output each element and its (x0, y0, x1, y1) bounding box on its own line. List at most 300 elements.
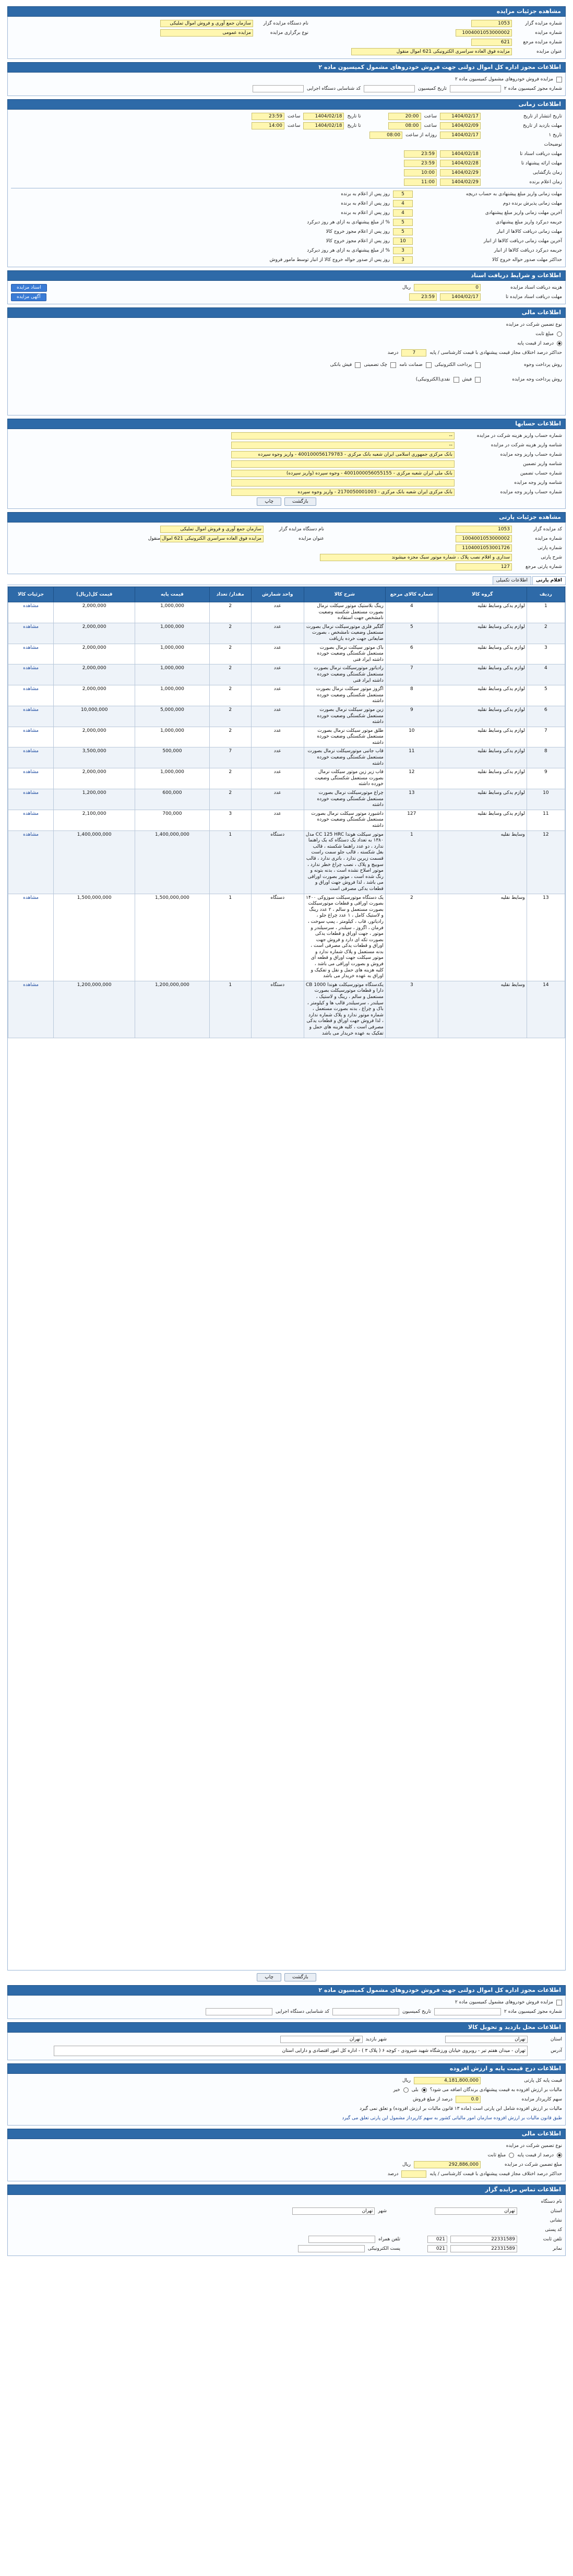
date-label: تاریخ ۱ (548, 133, 562, 138)
doc-deadline-label: مهلت دریافت اسناد مزایده تا (506, 294, 562, 300)
item-detail-link[interactable]: مشاهده (23, 790, 39, 796)
winner-label: زمان اعلام برنده (529, 180, 562, 185)
item-description: داشبورد موتور سیکلت نرمال بصورت مستعمل شکستگی وضعیت خورده داشته (304, 810, 385, 830)
rule-label: جریمه دیرکرد واریز مبلغ پیشنهادی (495, 220, 562, 225)
offer-deadline-time: 23:59 (404, 160, 437, 167)
item-total-price: 1,500,000,000 (54, 894, 135, 981)
item-detail-link[interactable]: مشاهده (23, 811, 39, 816)
pay-electronic-checkbox[interactable] (475, 362, 481, 368)
item-group: لوازم یدکی وسایط نقلیه (438, 685, 527, 706)
auction-details-panel (7, 17, 566, 59)
postal-code-label: کد پستی (545, 2227, 562, 2233)
party-title-field: مزایده فوق العاده سراسری الکترونیکی 621 اموال منقول (160, 535, 264, 542)
item-qty: 2 (209, 768, 251, 789)
visit-to-time-label: ساعت (287, 123, 301, 128)
phone-label: تلفن ثابت (543, 2237, 562, 2242)
item-base-price: 1,400,000,000 (135, 830, 209, 894)
guarantee-percent-radio[interactable] (557, 341, 562, 346)
base-price-unit: ریال (402, 2078, 411, 2083)
address-field: تهران - میدان هفتم تیر - روبروی خیابان ورزشگاه شهید شیرودی - کوچه ۶ ( پلاک ۳ ) - اداره کل امور اقتصادی و دارایی استان (54, 2046, 528, 2056)
item-base-price: 1,000,000 (135, 685, 209, 706)
item-description: موتور سیکلت هوندا CC 125 HRC مدل ۱۳۸۰ به تعداد یک دستگاه که یک راهنما ندارد ، دو عدد راهنما شکسته ، قالب بغل شکسته ، قالب جلو سمت راست قسمت زیرین ندارد ، باتری ندارد ، قالب سوییچ و پلاک ، نصب چراغ خطر ندارد ، موتور اصلاح نشده است ، بدنه بتونه و رنگ شده است ، موتور بصورت اوراقی می باشد ، لذا فروش جهت اوراق و قطعات یدکی مصرفی است (304, 830, 385, 894)
docs-header: اطلاعات و شرایط دریافت اسناد (7, 270, 566, 281)
item-ref: 11 (385, 747, 438, 768)
item-row-number: 11 (527, 810, 565, 830)
phone-field: 22331589 (450, 2236, 517, 2243)
item-total-price: 2,000,000 (54, 664, 135, 685)
item-base-price: 1,000,000 (135, 623, 209, 644)
guarantee2-fixed-label: مبلغ ثابت (487, 2153, 506, 2158)
party-auction-no-label: کد مزایده گزار (533, 527, 562, 532)
guarantee-label: نوع تضمین شرکت در مزایده (506, 322, 562, 327)
rule-value: 10 (393, 238, 413, 245)
auction-details-header: مشاهده جزئیات مزایده (7, 6, 566, 17)
item-group: لوازم یدکی وسایط نقلیه (438, 727, 527, 747)
contact-city-label: شهر (378, 2209, 387, 2214)
item-base-price: 5,000,000 (135, 706, 209, 727)
guarantee2-fixed-radio[interactable] (509, 2153, 514, 2158)
item-description: طلق موتور سیکلت نرمال بصورت مستعمل شکستگی وضعیت خورده داشته (304, 727, 385, 747)
item-description: قاب زیر زین موتور سیکلت نرمال بصورت مستعمل شکستگی وضعیت خورده داشته (304, 768, 385, 789)
account-label: شماره حساب تضمین (520, 471, 562, 476)
permit-date-label: تاریخ کمیسیون (418, 86, 447, 91)
item-qty: 1 (209, 830, 251, 894)
item-qty: 1 (209, 981, 251, 1038)
item-ref: 127 (385, 810, 438, 830)
permit2-date-field[interactable] (332, 2008, 399, 2015)
exec-type-label: نوع برگزاری مزایده (270, 30, 308, 35)
item-row-number: 8 (527, 747, 565, 768)
party-no-field: 1104001053001726 (456, 544, 512, 552)
docs-deadline-label: مهلت دریافت اسناد تا (520, 151, 562, 157)
print-button[interactable]: چاپ (257, 497, 281, 506)
items-print-button[interactable]: چاپ (257, 1973, 281, 1981)
item-unit: دستگاه (251, 894, 304, 981)
item-qty: 2 (209, 602, 251, 623)
rule-unit: روز پس از اعلام مجوز خروج کالا (326, 229, 390, 234)
pay-electronic-label: پرداخت الکترونیکی (434, 362, 472, 367)
vat-no-radio[interactable] (403, 2087, 409, 2093)
price-electronic-label: نقدی(الکترونیکی) (415, 377, 450, 382)
col-row: ردیف (527, 587, 565, 602)
items-actions (7, 1973, 566, 1982)
rule-label: آخرین مهلت زمانی واریز مبلغ پیشنهادی (485, 210, 562, 216)
item-qty: 2 (209, 727, 251, 747)
party-title-label: عنوان مزایده (299, 536, 324, 541)
max-diff-unit: درصد (387, 350, 399, 355)
item-unit: دستگاه (251, 981, 304, 1038)
item-base-price: 700,000 (135, 810, 209, 830)
item-qty: 2 (209, 664, 251, 685)
rule-value: 4 (393, 209, 413, 217)
account-field: بانک ملی ایران شعبه مرکزی - 4001000056055155 - وجوه سپرده (واریز سپرده) (231, 470, 455, 477)
item-ref: 1 (385, 830, 438, 894)
item-row-number: 2 (527, 623, 565, 644)
item-unit: عدد (251, 623, 304, 644)
item-total-price: 2,000,000 (54, 602, 135, 623)
winner-time: 11:00 (404, 179, 437, 186)
col-total-price: قیمت کل(ریال) (54, 587, 135, 602)
vat-yes-radio[interactable] (422, 2087, 427, 2093)
notes-label: توضیحات (544, 142, 562, 147)
item-row-number: 14 (527, 981, 565, 1038)
table-row (8, 747, 565, 768)
item-total-price: 10,000,000 (54, 706, 135, 727)
table-row (8, 623, 565, 644)
item-group: لوازم یدکی وسایط نقلیه (438, 664, 527, 685)
permit2-date-label: تاریخ کمیسیون (402, 2009, 432, 2014)
table-row (8, 664, 565, 685)
pricing-panel (7, 2074, 566, 2126)
item-description: قاب جانبی موتورسیکلت نرمال بصورت مستعمل شکستگی وضعیت خورده داشته (304, 747, 385, 768)
item-group: لوازم یدکی وسایط نقلیه (438, 810, 527, 830)
publish-to-time: 23:59 (252, 113, 284, 120)
rule-value: 5 (393, 191, 413, 198)
item-base-price: 1,500,000,000 (135, 894, 209, 981)
item-details-cell (8, 685, 54, 706)
item-details-cell (8, 602, 54, 623)
guarantee2-percent-radio[interactable] (557, 2153, 562, 2158)
item-ref: 4 (385, 602, 438, 623)
permit2-org-field[interactable] (206, 2008, 272, 2015)
visit-to-label: تا تاریخ (347, 123, 361, 128)
permit2-question: مزایده فروش خودروهای مشمول کمیسیون ماده ۲ (455, 2000, 553, 2005)
item-qty: 2 (209, 789, 251, 810)
item-row-number: 10 (527, 789, 565, 810)
rule-value: 5 (393, 219, 413, 226)
item-unit: دستگاه (251, 830, 304, 894)
guarantee-amount-field: 292,886,000 (414, 2161, 481, 2168)
vat-law-link[interactable]: طبق قانون مالیات بر ارزش افزوده سازمان امور مالیاتی کشور به سهم کارپرداز مشمول این پارتی تعلق می گیرد (342, 2116, 562, 2121)
pay-slip-label: فیش بانکی (330, 362, 352, 367)
permit-header: اطلاعات مجوز اداره کل اموال دولتی جهت فروش خودروهای مشمول کمیسیون ماده ۲ (7, 62, 566, 73)
item-ref: 13 (385, 789, 438, 810)
party-details-header: مشاهده جزئیات پارتی (7, 512, 566, 523)
item-total-price: 2,100,000 (54, 810, 135, 830)
org-code-field[interactable] (253, 85, 304, 92)
rule-label: آخرین مهلت زمانی دریافت کالاها از انبار (483, 239, 562, 244)
item-group: وسایط نقلیه (438, 894, 527, 981)
auction-title-label: عنوان مزایده (536, 49, 562, 54)
item-details-cell (8, 706, 54, 727)
item-total-price: 2,000,000 (54, 644, 135, 664)
item-unit: عدد (251, 727, 304, 747)
item-detail-link[interactable]: مشاهده (23, 603, 39, 609)
item-description: گلگیر فلزی موتورسیکلت نرمال بصورت مستعمل وضعیت نامشخص ، بصورت ضایعاتی جهت خرده بازیافت (304, 623, 385, 644)
finance2-panel (7, 2139, 566, 2181)
item-unit: عدد (251, 768, 304, 789)
table-row (8, 768, 565, 789)
item-group: لوازم یدکی وسایط نقلیه (438, 789, 527, 810)
price-slip-label: فیش (462, 377, 472, 382)
col-qty: مقدار/ تعداد (209, 587, 251, 602)
pay-method-label: روش پرداخت وجوه (523, 362, 562, 367)
permit-question: مزایده فروش خودروهای مشمول کمیسیون ماده ۲ (455, 77, 553, 82)
item-detail-link[interactable]: مشاهده (23, 707, 39, 713)
item-row-number: 6 (527, 706, 565, 727)
city-label: شهر بازدید (365, 2037, 387, 2042)
docs-deadline-time: 23:59 (404, 150, 437, 158)
item-row-number: 5 (527, 685, 565, 706)
items-table (8, 587, 565, 1038)
item-unit: عدد (251, 685, 304, 706)
time-info-panel (7, 110, 566, 267)
item-details-cell (8, 623, 54, 644)
party-org-field: سازمان جمع آوری و فروش اموال تملیکی (160, 526, 264, 533)
guarantee-amount-unit: ریال (402, 2162, 411, 2167)
account-label: شناسه واریز تضمین (523, 461, 562, 467)
item-details-cell (8, 727, 54, 747)
item-total-price: 2,000,000 (54, 685, 135, 706)
item-qty: 2 (209, 685, 251, 706)
auction-title-field: مزایده فوق العاده سراسری الکترونیکی 621 اموال منقول (351, 48, 512, 55)
item-row-number: 3 (527, 644, 565, 664)
ref-no-field: 621 (471, 39, 512, 46)
fee-label: سهم کارپرداز مزایده (521, 2097, 562, 2102)
guarantee-fixed-radio[interactable] (557, 331, 562, 337)
item-group: لوازم یدکی وسایط نقلیه (438, 768, 527, 789)
rule-label: مهلت زمانی پذیرش برنده دوم (503, 201, 562, 206)
contact-address-label: نشانی (550, 2218, 562, 2223)
finance-panel (7, 318, 566, 416)
table-row (8, 727, 565, 747)
price-slip-checkbox[interactable] (475, 377, 481, 383)
item-details-cell (8, 768, 54, 789)
item-ref: 9 (385, 706, 438, 727)
item-row-number: 12 (527, 830, 565, 894)
permit2-no-field[interactable] (434, 2008, 501, 2015)
accounts-panel (7, 429, 566, 509)
contact-province-field: تهران (435, 2207, 517, 2215)
finance-header: اطلاعات مالی (7, 307, 566, 318)
exec-type-field: مزایده عمومی (160, 29, 253, 37)
item-total-price: 3,500,000 (54, 747, 135, 768)
item-qty: 2 (209, 706, 251, 727)
vat-note: مالیات بر ارزش افزوده شامل این پارتی است (ماده ۱۳ قانون مالیات بر ارزش افزوده) و تعلق نمی گیرد (360, 2106, 562, 2111)
item-detail-link[interactable]: مشاهده (23, 624, 39, 630)
max-diff-field: 7 (401, 349, 426, 357)
account-label: شماره حساب واریز وجه مزایده (500, 452, 562, 457)
item-ref: 10 (385, 727, 438, 747)
item-details-cell (8, 747, 54, 768)
item-group: وسایط نقلیه (438, 981, 527, 1038)
rule-label: جریمه دیرکرد دریافت کالاها از انبار (494, 248, 562, 253)
permit2-checkbox[interactable] (556, 2000, 562, 2005)
item-base-price: 500,000 (135, 747, 209, 768)
item-unit: عدد (251, 810, 304, 830)
system-no-label: شماره مزایده (535, 30, 562, 35)
account-label: شناسه واریز وجه مزایده (514, 480, 562, 485)
item-unit: عدد (251, 706, 304, 727)
party-ref-field: 127 (456, 563, 512, 571)
price-electronic-checkbox[interactable] (453, 377, 459, 383)
item-base-price: 1,000,000 (135, 664, 209, 685)
org-label: نام دستگاه مزایده گزار (263, 21, 308, 26)
rule-unit: روز پس از اعلام مجوز خروج کالا (326, 239, 390, 244)
item-details-cell (8, 644, 54, 664)
item-total-price: 1,200,000,000 (54, 981, 135, 1038)
party-desc-field: سداری و اقلام نصب پلاک ، شماره موتور سبک مجزه میشوند (320, 554, 512, 561)
item-row-number: 13 (527, 894, 565, 981)
back-button[interactable]: بازگشت (284, 497, 316, 506)
max-diff-label: حداکثر درصد اختلاف مجاز قیمت پیشنهادی با قیمت کارشناسی / پایه (429, 350, 562, 355)
pay-cheque-checkbox[interactable] (390, 362, 396, 368)
item-detail-link[interactable]: مشاهده (23, 832, 39, 837)
province-field: تهران (445, 2036, 528, 2043)
items-tbody (8, 602, 565, 1038)
item-details-cell (8, 664, 54, 685)
items-table-wrapper (7, 586, 566, 1970)
item-details-cell (8, 789, 54, 810)
item-group: لوازم یدکی وسایط نقلیه (438, 644, 527, 664)
fax-label: نمابر (553, 2246, 562, 2251)
visit-time-label: ساعت (424, 123, 437, 128)
daily-time: 08:00 (369, 132, 402, 139)
guarantee-percent-label: درصد از قیمت پایه (517, 341, 554, 346)
party-details-panel (7, 523, 566, 574)
vat-no-label: خیر (393, 2087, 400, 2093)
item-details-cell (8, 894, 54, 981)
party-auction-no-field: 1053 (456, 526, 512, 533)
vat-yes-label: بلی (411, 2087, 419, 2093)
publish-to-date: 1404/02/18 (303, 113, 344, 120)
account-field: بانک مرکزی جمهوری اسلامی ایران شعبه بانک مرکزی - 400100056179783 - واریز وجوه سپرده (231, 451, 455, 458)
item-row-number: 7 (527, 727, 565, 747)
account-label: شناسه واریز هزینه شرکت در مزایده (491, 443, 562, 448)
province-label: استان (550, 2037, 562, 2042)
item-group: لوازم یدکی وسایط نقلیه (438, 623, 527, 644)
party-org-label: نام دستگاه مزایده گزار (279, 527, 324, 532)
item-base-price: 1,000,000 (135, 644, 209, 664)
permit-no-field[interactable] (450, 85, 501, 92)
auction-no-label: شماره مزایده گزار (525, 21, 562, 26)
opening-time: 10:00 (404, 169, 437, 176)
max-diff2-field (401, 2170, 426, 2178)
visit-place-panel (7, 2033, 566, 2060)
item-detail-link[interactable]: مشاهده (23, 769, 39, 775)
item-group: لوازم یدکی وسایط نقلیه (438, 602, 527, 623)
item-description: زین موتور سیکلت نرمال بصورت مستعمل شکستگی وضعیت خورده داشته (304, 706, 385, 727)
item-row-number: 9 (527, 768, 565, 789)
col-unit: واحد شمارش (251, 587, 304, 602)
max-diff2-label: حداکثر درصد اختلاف مجاز قیمت پیشنهادی با قیمت کارشناسی / پایه (429, 2171, 562, 2177)
item-unit: عدد (251, 602, 304, 623)
item-group: وسایط نقلیه (438, 830, 527, 894)
contact-province-label: استان (550, 2209, 562, 2214)
item-detail-link[interactable]: مشاهده (23, 666, 39, 671)
table-row (8, 981, 565, 1038)
item-total-price: 2,000,000 (54, 768, 135, 789)
item-unit: عدد (251, 644, 304, 664)
item-detail-link[interactable]: مشاهده (23, 895, 39, 900)
permit2-header: اطلاعات مجوز اداره کل اموال دولتی جهت فروش خودروهای مشمول کمیسیون ماده ۲ (7, 1985, 566, 1996)
table-row (8, 706, 565, 727)
item-ref: 7 (385, 664, 438, 685)
item-description: باک موتور سیکلت نرمال بصورت مستعمل شکستگی وضعیت خورده داشته ایراد فنی (304, 644, 385, 664)
item-detail-link[interactable]: مشاهده (23, 982, 39, 988)
accounts-header: اطلاعات حسابها (7, 419, 566, 429)
item-ref: 3 (385, 981, 438, 1038)
table-row (8, 602, 565, 623)
item-group: لوازم یدکی وسایط نقلیه (438, 706, 527, 727)
col-details: جزئیات کالا (8, 587, 54, 602)
publish-to-time-label: ساعت (287, 114, 301, 119)
phone-code-field: 021 (427, 2236, 447, 2243)
item-qty: 2 (209, 623, 251, 644)
visit-place-header: اطلاعات محل بازدید و تحویل کالا (7, 2022, 566, 2033)
party-sys-label: شماره مزایده (535, 536, 562, 541)
fax-code-field: 021 (427, 2245, 447, 2252)
items-back-button[interactable]: بازگشت (284, 1973, 316, 1981)
permit-date-field[interactable] (364, 85, 415, 92)
publish-from-time: 20:00 (388, 113, 421, 120)
item-detail-link[interactable]: مشاهده (23, 749, 39, 754)
account-label: شماره حساب واریز هزینه شرکت در مزایده (476, 433, 562, 438)
rule-label: مهلت زمانی دریافت کالاها از انبار (496, 229, 562, 234)
docs-deadline-date: 1404/02/18 (440, 150, 481, 158)
account-field: بانک مرکزی ایران شعبه بانک مرکزی - 2170050001003 - واریز وجوه سپرده (231, 489, 455, 496)
visit-to-date: 1404/02/18 (303, 122, 344, 129)
rule-unit: روز پس از صدور حواله خروج کالا از انبار توسط مامور فروش (269, 257, 390, 263)
auction-docs-button[interactable]: اسناد مزایده (11, 284, 47, 292)
offer-deadline-label: مهلت ارائه پیشنهاد تا (521, 161, 562, 166)
contact-city-field: تهران (292, 2207, 375, 2215)
tab-extra-info[interactable]: اطلاعات تکمیلی (493, 576, 531, 585)
item-description: یک دستگاه موتورسیکلت سوزوکی ۱۴۰۰ بصورت اوراقی و قطعات موتورسیکلت بصورت مستعمل و سالم ، ۲ عدد رینگ و لاستیک کامل ، ۱ عدد چراغ جلو ، رادیاتور، قاب ، کیلومتر ، پمپ سوخت ، فرمان ، اگزوز ، سیلندر ، سرسیلندر و موتور ، جهت اوراق و قطعات یدکی بصورت تکه ای دارد و فروش جهت اوراق و قطعات یدکی مصرفی است ، بدنه مستعمل و پلاک شماره ندارد و موتور سیکلت جهت اوراق و قطعه ای فروش و بصورت اوراقی می باشد ، کلیه هزینه های حمل و نقل و تفکیک و اوراق به عهده خریدار می باشد (304, 894, 385, 981)
email-field (298, 2245, 365, 2252)
item-ref: 12 (385, 768, 438, 789)
rule-value: 5 (393, 228, 413, 235)
party-no-label: شماره پارتی (537, 545, 562, 551)
guarantee-fixed-label: مبلغ ثابت (535, 331, 554, 337)
pay-guarantee-checkbox[interactable] (426, 362, 432, 368)
doc-deadline-date: 1404/02/17 (440, 293, 481, 301)
time-info-header: اطلاعات زمانی (7, 99, 566, 110)
item-total-price: 2,000,000 (54, 727, 135, 747)
tab-items[interactable]: اقلام پارتی (532, 576, 566, 585)
contact-header: اطلاعات تماس مزایده گزار (7, 2185, 566, 2195)
item-detail-link[interactable]: مشاهده (23, 645, 39, 650)
winner-date: 1404/02/29 (440, 179, 481, 186)
table-row (8, 830, 565, 894)
rule-unit: % از مبلغ پیشنهادی به ازای هر روز دیرکرد (307, 220, 390, 225)
pay-slip-checkbox[interactable] (355, 362, 361, 368)
pricing-header: اطلاعات درج قیمت پایه و ارزش افزوده (7, 2063, 566, 2074)
opening-date: 1404/02/29 (440, 169, 481, 176)
item-row-number: 1 (527, 602, 565, 623)
rule-unit: روز پس از اعلام به برنده (341, 192, 390, 197)
item-ref: 5 (385, 623, 438, 644)
rule-label: حداکثر مهلت صدور حواله خروج کالا (492, 257, 562, 263)
doc-deadline-time: 23:59 (409, 293, 437, 301)
item-detail-link[interactable]: مشاهده (23, 728, 39, 733)
item-total-price: 2,000,000 (54, 623, 135, 644)
contact-panel (7, 2195, 566, 2256)
permit-checkbox[interactable] (556, 77, 562, 82)
col-base-price: قیمت پایه (135, 587, 209, 602)
rule-value: 3 (393, 247, 413, 254)
item-details-cell (8, 981, 54, 1038)
visit-from-time: 08:00 (388, 122, 421, 129)
party-tabs (7, 576, 566, 585)
item-detail-link[interactable]: مشاهده (23, 686, 39, 692)
item-description: یکدستگاه موتورسیکلت هوندا CB 1000 دارا و قطعات موتورسیکلت بصورت مستعمل و سالم ، رینگ و لاستیک ، سیلندر ، سرسیلندر قالب ها و کیلومتر ، باک و چراغ ، بدنه بصورت مستعمل ، شماره موتور ندارد و پلاک شماره ندارد ، لذا فروش جهت اوراق و قطعات یدکی مصرفی است ، کلیه هزینه های حمل و تفکیک به عهده خریدار می باشد (304, 981, 385, 1038)
pay-guarantee-label: ضمانت نامه (399, 362, 423, 367)
item-description: رادیاتور موتورسیکلت نرمال بصورت مستعمل شکستگی وضعیت خورده داشته ایراد فنی (304, 664, 385, 685)
item-unit: عدد (251, 664, 304, 685)
auction-ad-button[interactable]: آگهی مزایده (11, 293, 46, 301)
rule-unit: روز پس از اعلام به برنده (341, 210, 390, 216)
